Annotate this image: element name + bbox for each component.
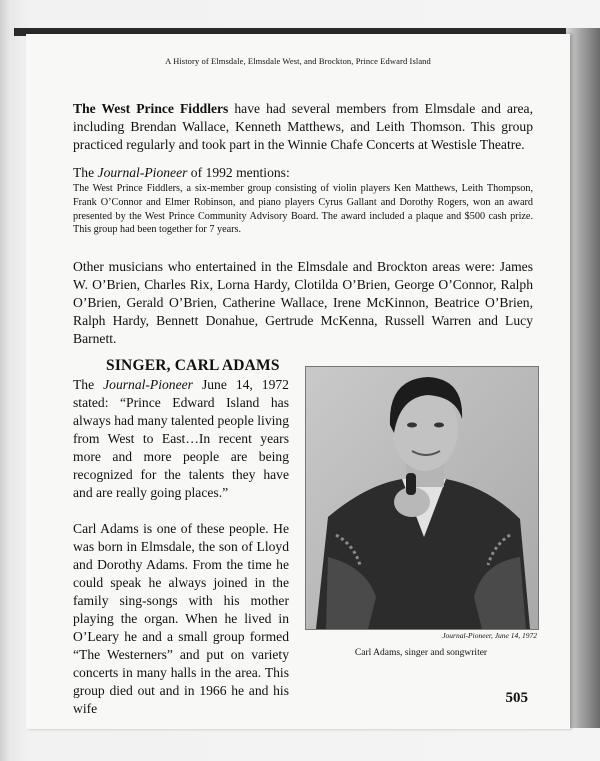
running-head: A History of Elmsdale, Elmsdale West, and Brockton, Prince Edward Island <box>165 56 431 66</box>
mention-quote: The West Prince Fiddlers, a six-member group consisting of violin players Ken Matthews, Leith Thompson, Frank O’Connor and Elmer Robinson, and piano players Cyrus Gallant and Dorothy Rogers, won an award presented by the West Prince Community Advisory Board. The award included a plaque and $500 cash prize. This group had been together for 7 years. <box>73 183 533 236</box>
book-edge-right <box>566 28 600 728</box>
singer-quote-text: June 14, 1972 stated: “Prince Edward Island has always had many talented people living from West to East…In recent years more and more people are being recognized for the talents they have and are really going places.” <box>73 377 289 500</box>
mention-prefix: The <box>73 165 98 180</box>
photo-credit: Journal-Pioneer, June 14, 1972 <box>442 631 537 640</box>
mention-suffix: of 1992 mentions: <box>187 165 290 180</box>
fiddlers-paragraph <box>73 100 533 154</box>
carl-adams-photo <box>305 366 539 630</box>
mention-source: Journal-Pioneer <box>97 165 188 180</box>
photo-illustration <box>306 367 538 629</box>
other-musicians-text: Other musicians who entertained in the Elmsdale and Brockton areas were: James W. O’Brien, Charles Rix, Lorna Hardy, Clotilda O’Brien, George O’Connor, Ralph O’Brien, Gerald O’Brien, Catherine Wallace, Irene McKinnon, Beatrice O’Brien, Ralph Hardy, Bennett Donahue, Gertrude McKenna, Russell Warren and Lucy Barnett. <box>73 259 533 346</box>
singer-column <box>73 376 289 718</box>
singer-quote-prefix: The <box>73 377 104 392</box>
singer-quote-source: Journal-Pioneer <box>103 377 193 392</box>
photo-caption: Carl Adams, singer and songwriter <box>354 648 488 658</box>
singer-bio: Carl Adams is one of these people. He was born in Elmsdale, the son of Lloyd and Dorothy Adams. From the time he could speak he always joined in the family sing-songs with his mother playing the organ. When he lived in O’Leary he and a small group formed “The Westerners” and put on variety concerts in many halls in the area. This group died out and in 1966 he and his wife <box>73 521 289 716</box>
mention-section <box>73 164 533 237</box>
page <box>26 34 570 729</box>
page-number: 505 <box>505 690 528 706</box>
singer-quote <box>73 376 289 502</box>
fiddlers-text: have had several members from Elmsdale and area, including Brendan Wallace, Kenneth Matthews, and Leith Thomson. This group practiced regularly and took part in the Winnie Chafe Concerts at Westisle Theatre. <box>73 101 533 152</box>
singer-heading: SINGER, CARL ADAMS <box>106 357 280 374</box>
other-musicians-paragraph <box>73 258 533 348</box>
fiddlers-lead: The West Prince Fiddlers <box>73 101 229 116</box>
